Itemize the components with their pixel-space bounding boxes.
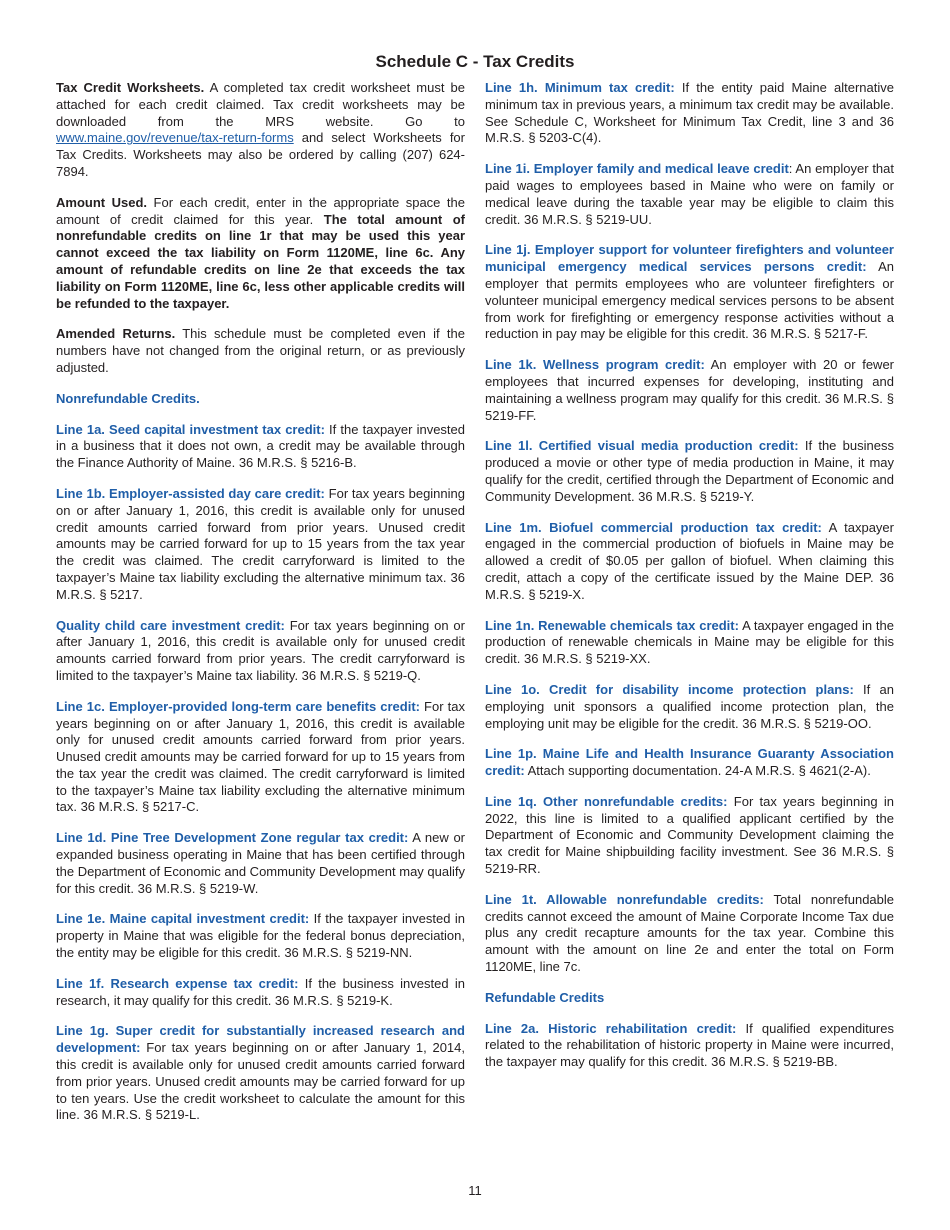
line-1k-text: An employer with 20 or fewer employees that incurred expenses for developing, instituting and maintaining a wellness program may qualify for this credit. 36 M.R.S. § 5219-FF. [485,357,894,423]
line-1l-text: If the business produced a movie or other type of media production in Maine, it may qualify for the credit, certified through the Department of Economic and Community Development. 36 M.R.S. § 5219-Y. [485,438,894,504]
line-1h-text: If the entity paid Maine alternative minimum tax in previous years, a minimum tax credit may be available. See Schedule C, Worksheet for Minimum Tax Credit, line 3 and 36 M.R.S. § 5203-C(4). [485,80,894,146]
line-1i-heading: Line 1i. Employer family and medical leave credit [485,161,789,177]
line-1f-heading: Line 1f. Research expense tax credit: [56,975,299,991]
line-2a-paragraph [485,1021,894,1071]
amount-used-heading: Amount Used. [56,194,148,210]
worksheets-text: A completed tax credit worksheet must be attached for each credit claimed. Tax credit worksheets may be downloaded from the MRS website. Go to [56,80,465,129]
line-1c-text: For tax years beginning on or after January 1, 2016, this credit is available only for unused credit amounts carried forward from prior years. Unused credit amounts may be carried forward for up to 15 years from the tax year the credit was claimed. The credit carryforward is limited to the taxpayer’s Maine tax liability excluding the alternative minimum tax. 36 M.R.S. § 5217-C. [56,698,465,815]
line-1p-paragraph [485,746,894,780]
line-1o-heading: Line 1o. Credit for disability income protection plans: [485,681,854,697]
quality-child-care-text: For tax years beginning on or after January 1, 2016, this credit is available only for unused credit amounts carried forward from prior years. The credit carryforward is limited to the taxpayer’s Maine tax liability. 36 M.R.S. § 5219-Q. [56,617,465,683]
line-1d-paragraph [56,830,465,897]
quality-child-care-heading: Quality child care investment credit: [56,617,285,633]
line-1o-text: If an employing unit sponsors a qualified income protection plan, the employing unit may be eligible for the credit. 36 M.R.S. § 5219-OO. [485,681,894,731]
line-1p-heading: Line 1p. Maine Life and Health Insurance Guaranty Association credit: [485,746,894,779]
line-1g-heading: Line 1g. Super credit for substantially increased research and development: [56,1023,465,1056]
left-column [56,80,465,1138]
line-1e-paragraph [56,911,465,961]
line-1g-text: For tax years beginning on or after January 1, 2014, this credit is available only for unused credit amounts carried forward from prior years. Unused credit amounts may be carried forward for up to ten years. Use the credit worksheet to calculate the amount for this line. 36 M.R.S. § 5219-L. [56,1040,465,1123]
quality-child-care-paragraph [56,618,465,685]
line-1b-heading: Line 1b. Employer-assisted day care credit: [56,485,325,501]
line-1m-text: A taxpayer engaged in the commercial production of biofuels in Maine may be allowed a credit of $0.05 per gallon of biofuel. When claiming this credit, attach a copy of the certificate issued by the Maine DEP. 36 M.R.S. § 5219-X. [485,519,894,602]
amount-used-bold-text: The total amount of nonrefundable credits on line 1r that may be used this year cannot exceed the tax liability on Form 1120ME, line 6c. Any amount of refundable credits on line 2e that exceeds the tax liability on Form 1120ME, line 6c, less other applicable credits will be refunded to the taxpayer. [56,211,466,311]
line-1h-heading: Line 1h. Minimum tax credit: [485,80,675,95]
line-1p-text: Attach supporting documentation. 24-A M.R.S. § 4621(2-A). [524,763,871,779]
mrs-forms-link[interactable]: www.maine.gov/revenue/tax-return-forms [56,130,294,146]
line-1o-paragraph [485,682,894,732]
line-1c-heading: Line 1c. Employer-provided long-term care benefits credit: [56,698,420,714]
line-1j-text: An employer that permits employees who are volunteer firefighters or volunteer municipal emergency medical services persons to be absent from work for firefighting or emergency response activities without a reduction in pay may be eligible for this credit. 36 M.R.S. § 5217-F. [485,259,895,342]
line-2a-heading: Line 2a. Historic rehabilitation credit: [485,1020,737,1036]
line-1h-paragraph [485,80,894,147]
line-1a-heading: Line 1a. Seed capital investment tax credit: [56,421,325,437]
amended-returns-paragraph [56,326,465,376]
line-1f-paragraph [56,976,465,1010]
line-1i-paragraph [485,161,894,228]
worksheets-heading: Tax Credit Worksheets. [56,80,205,95]
line-1n-text: A taxpayer engaged in the production of renewable chemicals in Maine may be eligible for this credit. 36 M.R.S. § 5219-XX. [485,617,894,667]
line-1b-text: For tax years beginning on or after January 1, 2016, this credit is available only for unused credit amounts carried forward from prior years. Unused credit amounts may be carried forward for up to 15 years from the tax year the credit was claimed. The credit carryforward is limited to the taxpayer’s Maine tax liability excluding the alternative minimum tax. 36 M.R.S. § 5217. [56,485,465,602]
line-1n-heading: Line 1n. Renewable chemicals tax credit: [485,617,739,633]
nonrefundable-heading: Nonrefundable Credits. [56,390,200,406]
line-1b-paragraph [56,486,465,604]
line-1d-text: A new or expanded business operating in Maine that has been certified through the Department of Economic and Community Development may qualify for this credit. 36 M.R.S. § 5219-W. [56,830,465,896]
right-column [485,80,894,1085]
line-1k-paragraph [485,357,894,424]
amount-used-text: For each credit, enter in the appropriate space the amount of credit claimed for this year. [56,194,465,227]
worksheets-text-2: and select Worksheets for Tax Credits. Worksheets may also be ordered by calling (207) 624-7894. [56,130,465,179]
line-1t-text: Total nonrefundable credits cannot exceed the amount of Maine Corporate Income Tax due plus any credit recapture amounts for the tax year. Combine this amount with the amount on line 2e and enter the total on Form 1120ME, line 7c. [485,891,894,975]
line-1q-text: For tax years beginning in 2022, this line is limited to a qualified applicant certified by the Department of Economic and Community Development claiming the tax credit for Maine shipbuilding facility investment. See 36 M.R.S. § 5219-RR. [485,793,894,877]
line-1c-paragraph [56,699,465,817]
line-1j-paragraph [485,242,894,343]
line-1g-paragraph [56,1023,465,1124]
line-1q-heading: Line 1q. Other nonrefundable credits: [485,793,728,809]
line-1l-heading: Line 1l. Certified visual media production credit: [485,438,799,454]
amended-returns-text: This schedule must be completed even if the numbers have not changed from the original return, or as previously adjusted. [56,326,465,375]
line-1f-text: If the business invested in research, it may qualify for this credit. 36 M.R.S. § 5219-K. [56,975,465,1008]
line-1a-paragraph [56,422,465,472]
line-1m-paragraph [485,520,894,604]
line-1e-text: If the taxpayer invested in property in Maine that was eligible for the federal bonus depreciation, the entity may be eligible for this credit. 36 M.R.S. § 5219-NN. [56,911,465,961]
refundable-heading: Refundable Credits [485,989,605,1005]
line-1e-heading: Line 1e. Maine capital investment credit: [56,911,310,927]
line-1m-heading: Line 1m. Biofuel commercial production tax credit: [485,519,822,535]
line-1j-heading: Line 1j. Employer support for volunteer firefighters and volunteer municipal emergency medical services persons credit: [485,242,894,275]
line-1n-paragraph [485,618,894,668]
worksheets-paragraph [56,80,465,181]
line-1a-text: If the taxpayer invested in a business that it does not own, a credit may be available through the Finance Authority of Maine. 36 M.R.S. § 5216-B. [56,421,465,471]
line-2a-text: If qualified expenditures related to the rehabilitation of historic property in Maine were incurred, the taxpayer may qualify for this credit. 36 M.R.S. § 5219-BB. [485,1020,894,1070]
line-1k-heading: Line 1k. Wellness program credit: [485,357,705,373]
page-title: Schedule C - Tax Credits [375,52,575,71]
line-1t-paragraph [485,892,894,976]
amended-returns-heading: Amended Returns. [56,326,176,342]
page-number: 11 [468,1183,482,1198]
line-1d-heading: Line 1d. Pine Tree Development Zone regular tax credit: [56,830,409,846]
line-1t-heading: Line 1t. Allowable nonrefundable credits: [485,891,764,907]
line-1i-text: : An employer that paid wages to employees based in Maine who were on family or medical leave during the taxable year may be eligible to claim this credit. 36 M.R.S. § 5219-UU. [485,161,895,227]
line-1q-paragraph [485,794,894,878]
line-1l-paragraph [485,438,894,505]
amount-used-paragraph [56,195,465,313]
